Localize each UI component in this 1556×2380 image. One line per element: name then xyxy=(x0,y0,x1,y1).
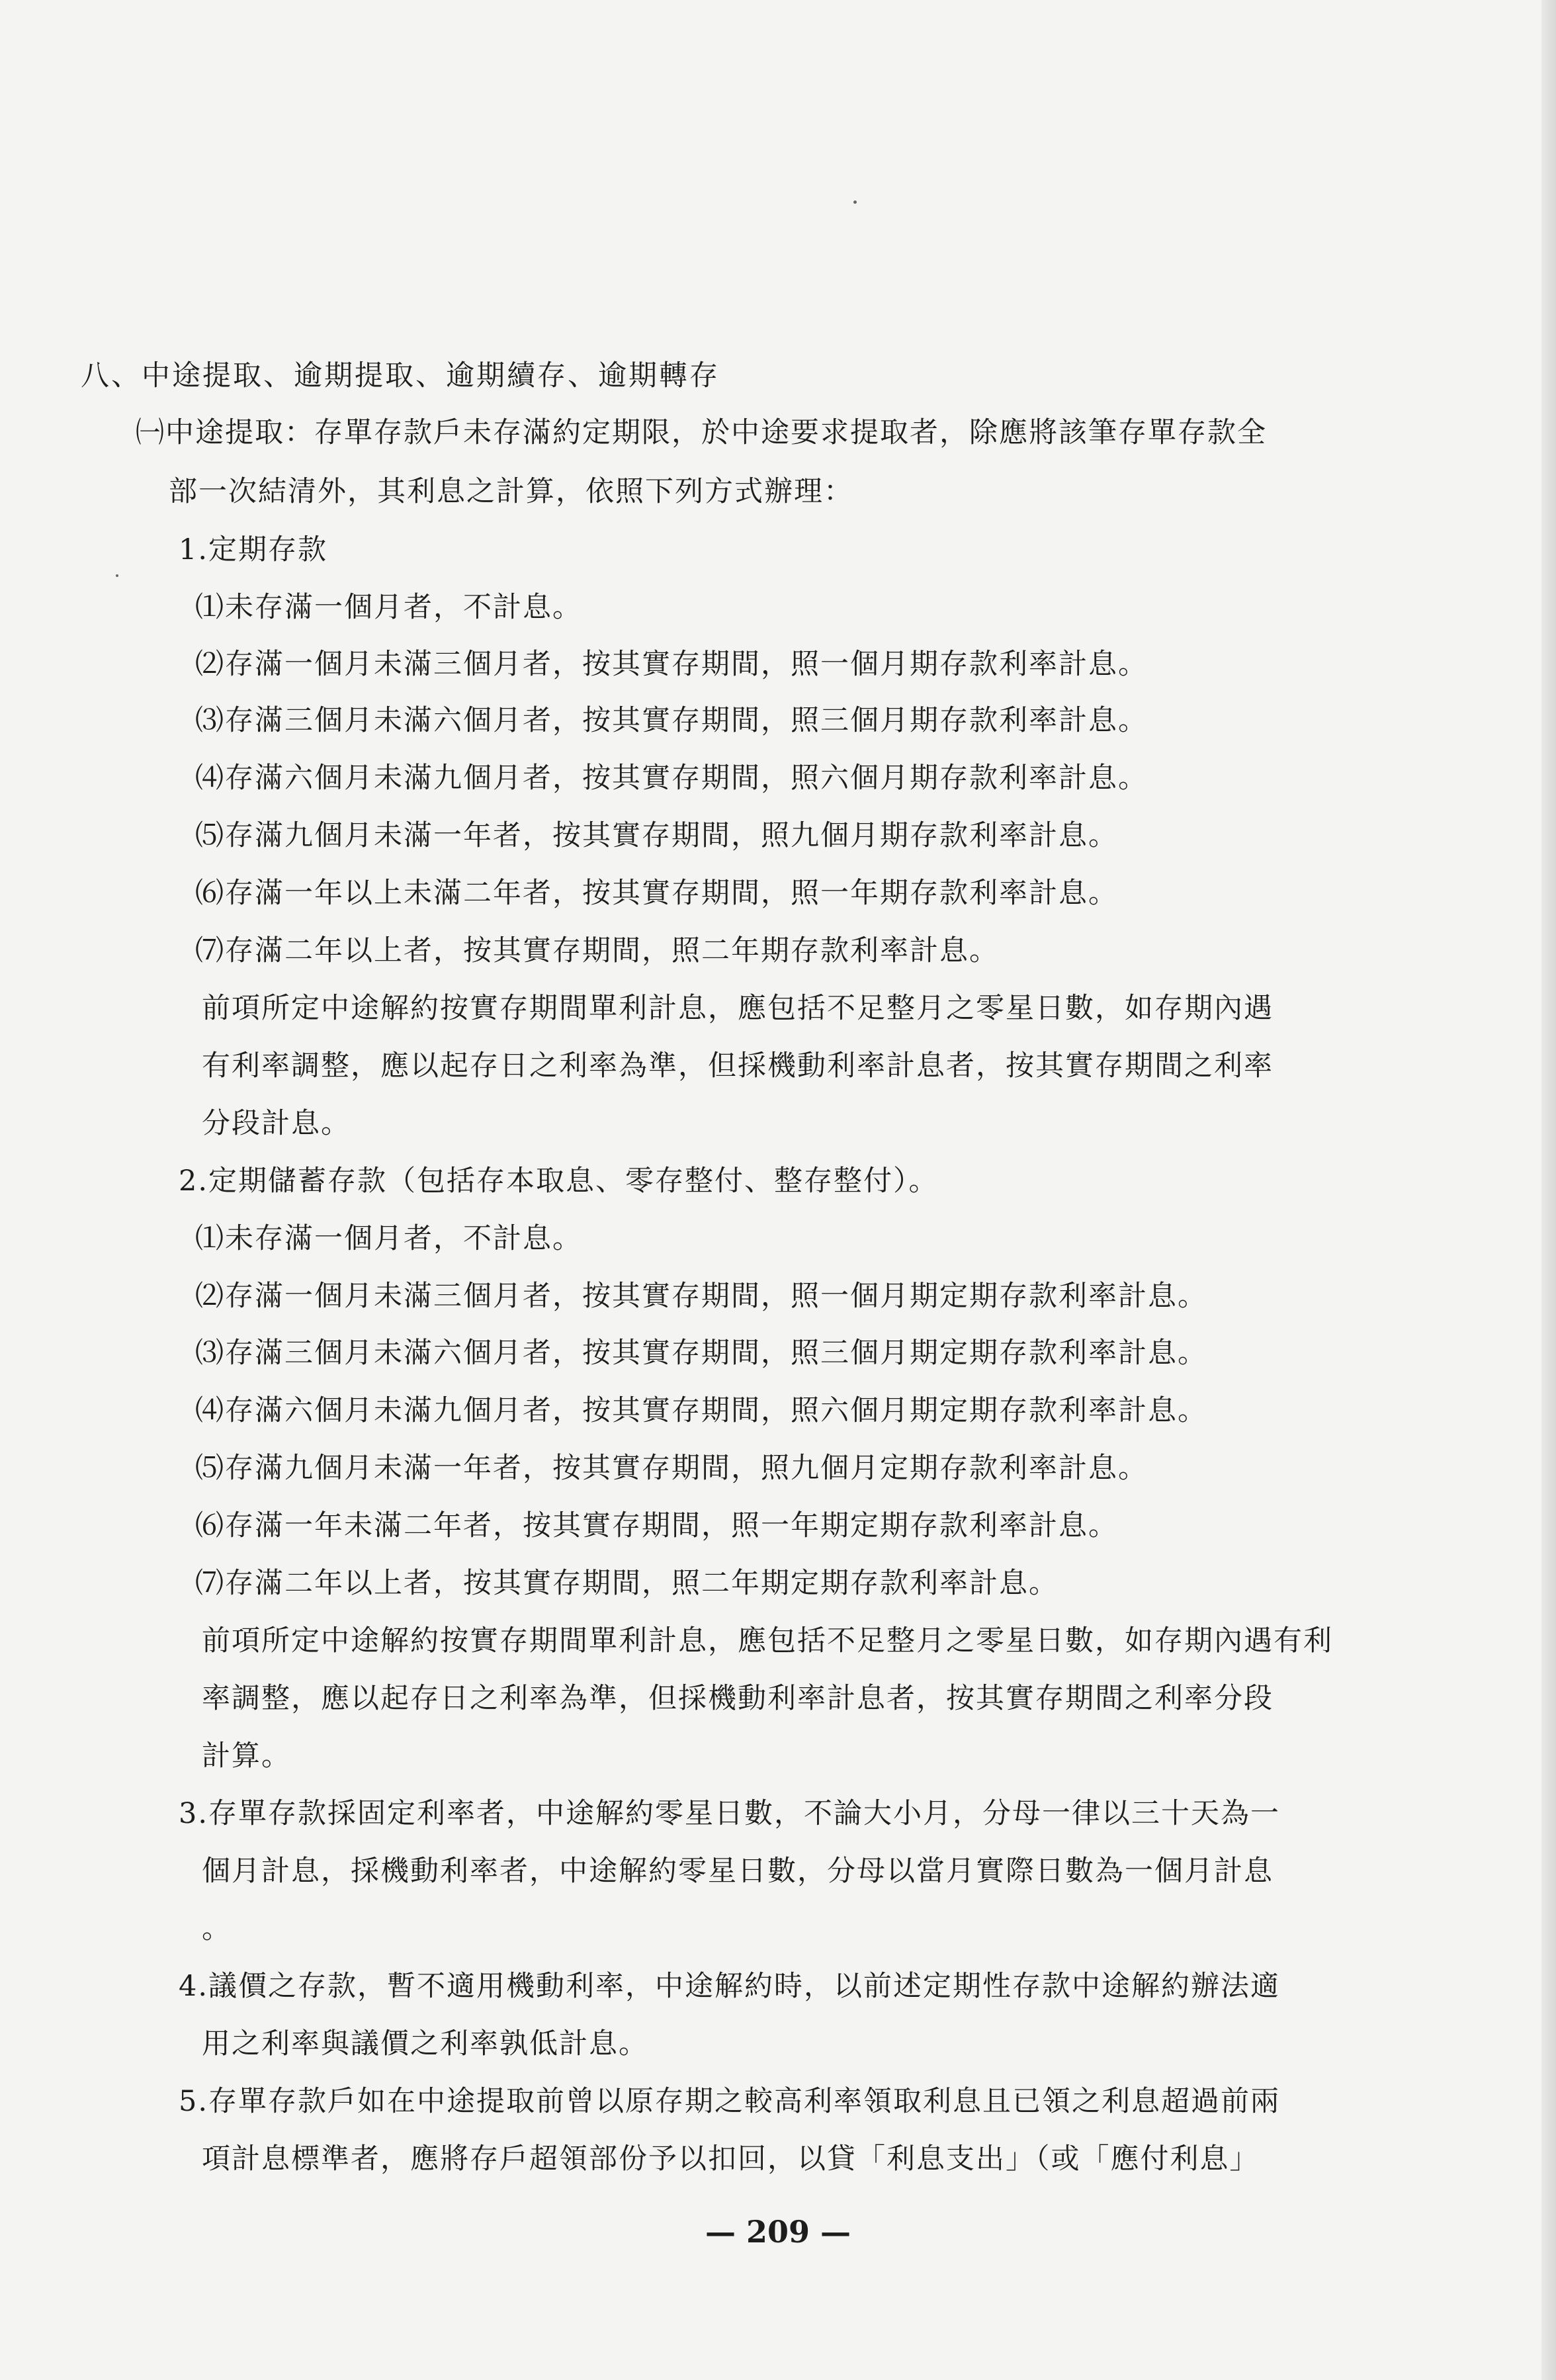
item-1-rule: ⑺存滿二年以上者，按其實存期間，照二年期存款利率計息。 xyxy=(195,934,999,967)
item-3-line: 個月計息，採機動利率者，中途解約零星日數，分母以當月實際日數為一個月計息 xyxy=(202,1855,1274,1888)
item-2-rule: ⑷存滿六個月未滿九個月者，按其實存期間，照六個月期定期存款利率計息。 xyxy=(195,1394,1207,1427)
item-5-line: 5.存單存款戶如在中途提取前曾以原存期之較高利率領取利息且已領之利息超過前兩 xyxy=(179,2085,1281,2118)
scan-speck xyxy=(116,574,118,577)
item-1-note: 前項所定中途解約按實存期間單利計息，應包括不足整月之零星日數，如存期內遇 xyxy=(202,992,1274,1025)
item-1-rule: ⑷存滿六個月未滿九個月者，按其實存期間，照六個月期存款利率計息。 xyxy=(195,762,1148,795)
item-4-line: 4.議價之存款，暫不適用機動利率，中途解約時，以前述定期性存款中途解約辦法適 xyxy=(179,1970,1281,2003)
item-1-rule: ⑴未存滿一個月者，不計息。 xyxy=(195,591,582,624)
item-2-rule: ⑴未存滿一個月者，不計息。 xyxy=(195,1222,582,1255)
item-2-heading: 2.定期儲蓄存款（包括存本取息、零存整付、整存整付）。 xyxy=(179,1165,939,1198)
item-2-rule: ⑺存滿二年以上者，按其實存期間，照二年期定期存款利率計息。 xyxy=(195,1567,1059,1600)
subsection-1-line-2: 部一次結清外，其利息之計算，依照下列方式辦理： xyxy=(169,475,853,508)
item-3-line: 。 xyxy=(202,1912,232,1945)
item-1-rule: ⑸存滿九個月未滿一年者，按其實存期間，照九個月期存款利率計息。 xyxy=(195,819,1118,852)
item-1-rule: ⑶存滿三個月未滿六個月者，按其實存期間，照三個月期存款利率計息。 xyxy=(195,704,1148,737)
item-2-rule: ⑸存滿九個月未滿一年者，按其實存期間，照九個月定期存款利率計息。 xyxy=(195,1452,1148,1485)
item-1-rule: ⑵存滿一個月未滿三個月者，按其實存期間，照一個月期存款利率計息。 xyxy=(195,648,1148,681)
item-4-line: 用之利率與議價之利率孰低計息。 xyxy=(202,2027,648,2060)
item-2-note: 前項所定中途解約按實存期間單利計息，應包括不足整月之零星日數，如存期內遇有利 xyxy=(202,1624,1333,1657)
item-1-note: 有利率調整，應以起存日之利率為準，但採機動利率計息者，按其實存期間之利率 xyxy=(202,1049,1274,1082)
item-2-note: 計算。 xyxy=(202,1740,291,1773)
page-number: — 209 — xyxy=(705,2214,851,2250)
item-1-rule: ⑹存滿一年以上未滿二年者，按其實存期間，照一年期存款利率計息。 xyxy=(195,877,1118,910)
item-3-line: 3.存單存款採固定利率者，中途解約零星日數，不論大小月，分母一律以三十天為一 xyxy=(179,1797,1281,1830)
item-2-rule: ⑶存滿三個月未滿六個月者，按其實存期間，照三個月期定期存款利率計息。 xyxy=(195,1337,1207,1370)
item-2-rule: ⑵存滿一個月未滿三個月者，按其實存期間，照一個月期定期存款利率計息。 xyxy=(195,1280,1207,1313)
section-title: 八、中途提取、逾期提取、逾期續存、逾期轉存 xyxy=(81,359,720,392)
subsection-1-line-1: ㈠中途提取：存單存款戶未存滿約定期限，於中途要求提取者，除應將該筆存單存款全 xyxy=(136,416,1267,449)
item-2-note: 率調整，應以起存日之利率為準，但採機動利率計息者，按其實存期間之利率分段 xyxy=(202,1682,1274,1715)
item-1-note: 分段計息。 xyxy=(202,1107,351,1140)
item-1-heading: 1.定期存款 xyxy=(179,533,328,566)
item-2-rule: ⑹存滿一年未滿二年者，按其實存期間，照一年期定期存款利率計息。 xyxy=(195,1509,1118,1542)
scan-speck xyxy=(853,200,857,204)
item-5-line: 項計息標準者，應將存戶超領部份予以扣回，以貸「利息支出」（或「應付利息」 xyxy=(202,2142,1260,2176)
